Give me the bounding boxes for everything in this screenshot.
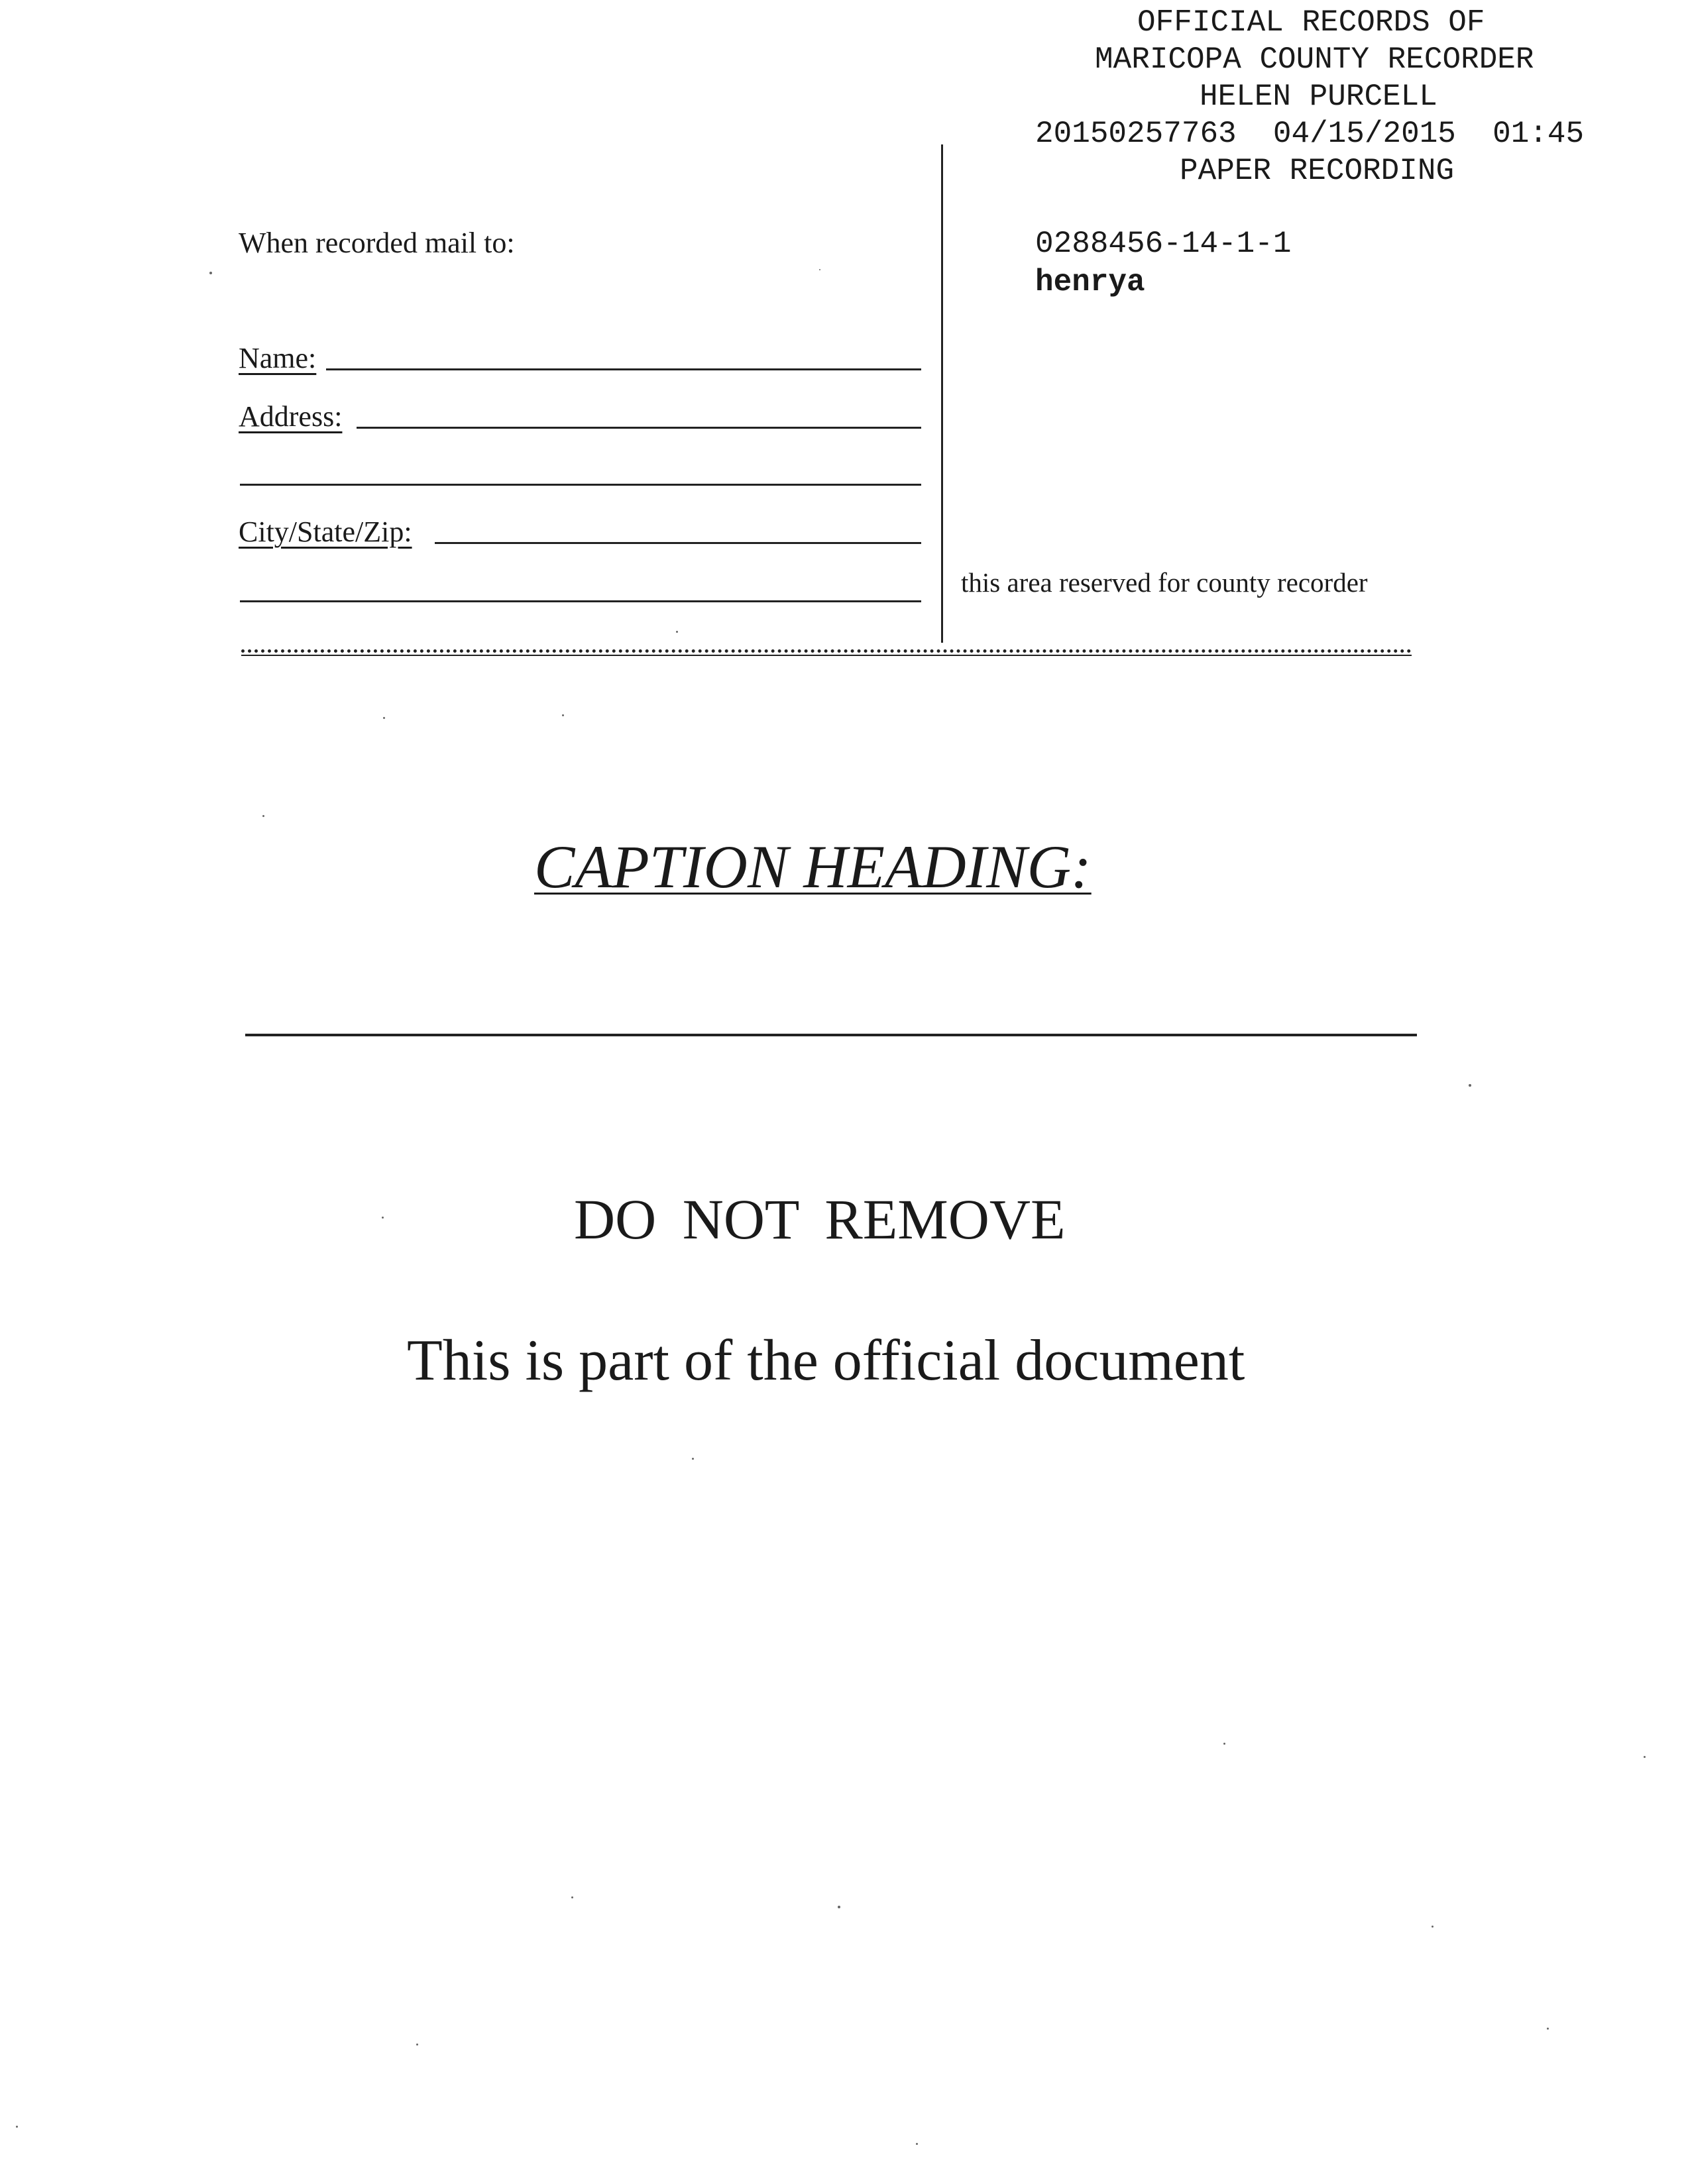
separator-underline <box>241 655 1412 656</box>
official-document-notice: This is part of the official document <box>407 1329 1245 1393</box>
city-state-zip-line-2 <box>240 600 921 602</box>
stamp-line-official-records: OFFICIAL RECORDS OF <box>1137 5 1485 40</box>
stamp-line-recording-type: PAPER RECORDING <box>1180 154 1455 188</box>
scan-speck <box>916 2143 918 2145</box>
address-line-2 <box>240 484 921 486</box>
scan-speck <box>209 272 212 274</box>
address-label: Address: <box>239 400 343 433</box>
city-state-zip-label: City/State/Zip: <box>239 516 412 548</box>
name-label: Name: <box>239 342 317 374</box>
scan-speck <box>1644 1756 1646 1758</box>
scan-speck <box>571 1896 573 1898</box>
scan-speck <box>692 1458 694 1460</box>
city-state-zip-line <box>435 542 921 544</box>
stamp-line-recorder-name: HELEN PURCELL <box>1200 80 1437 114</box>
scan-speck <box>383 717 385 719</box>
scan-speck <box>262 815 264 817</box>
caption-line <box>245 1034 1417 1036</box>
stamp-line-recording-number-date-time: 20150257763 04/15/2015 01:45 <box>1035 117 1585 151</box>
name-line <box>326 368 921 370</box>
dotted-separator <box>241 649 1412 653</box>
scan-speck <box>1223 1743 1225 1745</box>
stamp-line-county-recorder: MARICOPA COUNTY RECORDER <box>1095 42 1534 77</box>
scan-speck <box>1469 1084 1471 1087</box>
scan-speck <box>562 714 564 716</box>
stamp-user-id: henrya <box>1035 265 1145 300</box>
address-line <box>357 427 921 429</box>
scan-speck <box>1547 2028 1549 2030</box>
scan-speck <box>1432 1926 1433 1928</box>
scan-speck <box>16 2126 18 2128</box>
scan-speck <box>676 631 678 633</box>
scan-speck <box>416 2044 418 2046</box>
caption-heading: CAPTION HEADING: <box>534 833 1092 901</box>
scan-speck <box>838 1906 840 1908</box>
scan-speck <box>382 1217 384 1219</box>
do-not-remove-notice: DO NOT REMOVE <box>574 1187 1066 1251</box>
reserved-area-note: this area reserved for county recorder <box>961 567 1368 598</box>
stamp-document-code: 0288456-14-1-1 <box>1035 227 1292 261</box>
mail-to-heading: When recorded mail to: <box>239 227 515 259</box>
reserved-area-divider <box>941 144 943 643</box>
scan-speck <box>819 269 820 270</box>
